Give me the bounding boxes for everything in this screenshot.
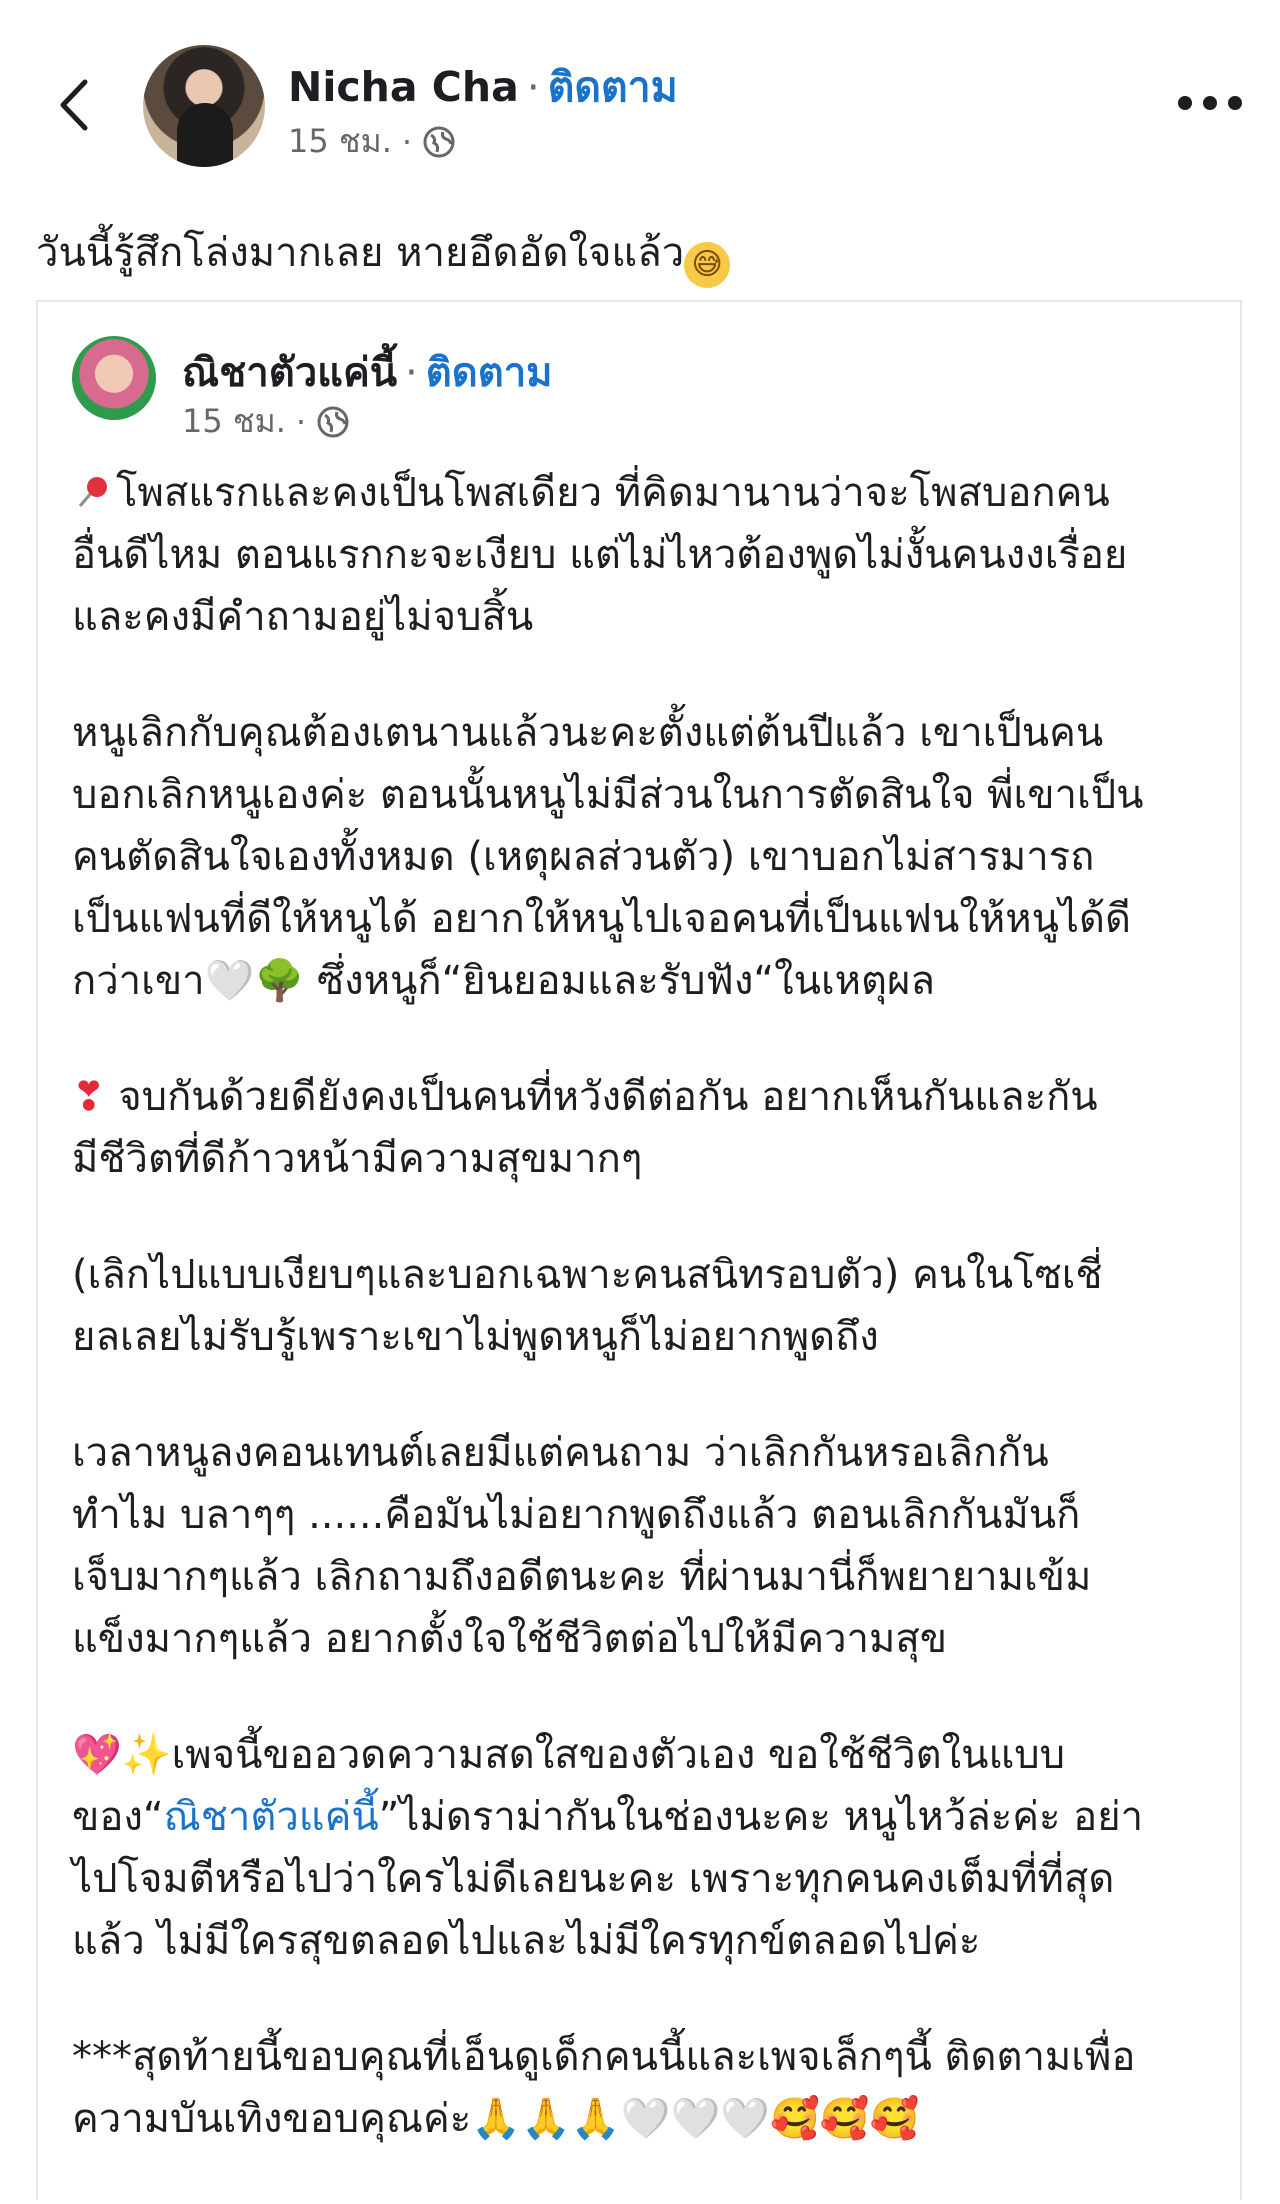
text-line: เวลาหนูลงคอนเทนต์เลยมีแต่คนถาม ว่าเลิกกันหรอเลิกกัน — [72, 1430, 1049, 1476]
text-line: ของ“ณิชาตัวแค่นี้”ไม่ดราม่ากันในช่องนะคะ หนูไหว้ล่ะค่ะ อย่า — [72, 1794, 1144, 1840]
text-line: (เลิกไปแบบเงียบๆและบอกเฉพาะคนสนิทรอบตัว) คนในโซเชี่ — [72, 1252, 1103, 1298]
paragraph-1 — [72, 462, 1222, 648]
page-mention-link[interactable]: ณิชาตัวแค่นี้ — [163, 1794, 379, 1840]
white-heart-icon: 🤍 — [720, 2096, 771, 2142]
text-line: กว่าเขา🤍🌳 ซึ่งหนูก็“ยินยอมและรับฟัง“ในเหตุผล — [72, 958, 935, 1004]
white-heart-icon: 🤍 — [620, 2096, 671, 2142]
shared-post-card[interactable] — [36, 300, 1242, 2200]
white-heart-icon: 🤍 — [204, 958, 255, 1004]
text-line: ❣ จบกันด้วยดียังคงเป็นคนที่หวังดีต่อกัน อยากเห็นกันและกัน — [72, 1074, 1098, 1120]
text-line: เป็นแฟนที่ดีให้หนูได้ อยากให้หนูไปเจอคนที่เป็นแฟนให้หนูได้ดี — [72, 896, 1132, 942]
sweat-smile-emoji-icon: 😅 — [684, 242, 730, 288]
more-dot-icon — [1203, 96, 1217, 110]
shared-author-name[interactable]: ณิชาตัวแค่นี้ — [182, 350, 398, 396]
globe-icon — [316, 405, 350, 439]
sparkles-icon: ✨ — [121, 1732, 172, 1778]
paragraph-2 — [72, 702, 1222, 1012]
text-line: ยลเลยไม่รับรู้เพราะเขาไม่พูดหนูก็ไม่อยากพูดถึง — [72, 1314, 879, 1360]
sparkling-heart-icon: 💖 — [72, 1732, 122, 1778]
white-heart-icon: 🤍 — [670, 2096, 721, 2142]
text-line: แข็งมากๆแล้ว อยากตั้งใจใช้ชีวิตต่อไปให้มีความสุข — [72, 1616, 948, 1662]
shared-author-line — [182, 340, 553, 404]
meta-dot: · — [401, 122, 413, 161]
globe-icon — [422, 125, 456, 159]
more-options-button[interactable] — [1178, 88, 1242, 118]
follow-button[interactable]: ติดตาม — [547, 63, 678, 111]
shared-author-avatar[interactable] — [72, 336, 156, 420]
text-line: ไปโจมตีหรือไปว่าใครไม่ดีเลยนะคะ เพราะทุกคนคงเต็มที่ที่สุด — [72, 1856, 1115, 1902]
separator: · — [405, 350, 418, 396]
chevron-left-icon — [59, 78, 89, 132]
shared-post-body — [72, 462, 1222, 2204]
author-line — [288, 55, 678, 120]
text-line: และคงมีคำถามอยู่ไม่จบสิ้น — [72, 594, 534, 640]
shared-timestamp[interactable]: 15 ชม. — [182, 402, 286, 440]
tree-icon: 🌳 — [254, 958, 305, 1004]
back-button[interactable] — [48, 70, 100, 140]
shared-follow-button[interactable]: ติดตาม — [425, 350, 553, 396]
text-line: ความบันเทิงขอบคุณค่ะ🙏🙏🙏🤍🤍🤍🥰🥰🥰 — [72, 2096, 920, 2142]
shared-post-meta — [182, 396, 350, 447]
text-line: ทำไม บลาๆๆ ......คือมันไม่อยากพูดถึงแล้ว ตอนเลิกกันมันก็ — [72, 1492, 1081, 1538]
text-line: เจ็บมากๆแล้ว เลิกถามถึงอดีตนะคะ ที่ผ่านมานี่ก็พยายามเข้ม — [72, 1554, 1092, 1600]
text-line: 💖✨เพจนี้ขออวดความสดใสของตัวเอง ขอใช้ชีวิตในแบบ — [72, 1732, 1066, 1778]
post-caption — [36, 220, 730, 288]
text-line: คนตัดสินใจเองทั้งหมด (เหตุผลส่วนตัว) เขาบอกไม่สารมารถ — [72, 834, 1095, 880]
heart-exclamation-icon: ❣ — [72, 1074, 106, 1120]
text-line: ***สุดท้ายนี้ขอบคุณที่เอ็นดูเด็กคนนี้และเพจเล็กๆนี้ ติดตามเพื่อ — [72, 2034, 1136, 2080]
timestamp[interactable]: 15 ชม. — [288, 122, 392, 160]
text-line: มีชีวิตที่ดีก้าวหน้ามีความสุขมากๆ — [72, 1136, 643, 1182]
pray-icon: 🙏 — [471, 2096, 522, 2142]
separator: · — [526, 63, 540, 111]
pushpin-icon — [72, 472, 112, 512]
more-dot-icon — [1178, 96, 1192, 110]
text-line: หนูเลิกกับคุณต้องเตนานแล้วนะคะตั้งแต่ต้นปีแล้ว เขาเป็นคน — [72, 710, 1104, 756]
author-name[interactable]: Nicha Cha — [288, 63, 519, 111]
smiling-face-hearts-icon: 🥰 — [819, 2096, 870, 2142]
text-line: แล้ว ไม่มีใครสุขตลอดไปและไม่มีใครทุกข์ตลอดไปค่ะ — [72, 1918, 981, 1964]
more-dot-icon — [1228, 96, 1242, 110]
meta-dot: · — [295, 402, 307, 441]
author-avatar[interactable] — [143, 45, 265, 167]
smiling-face-hearts-icon: 🥰 — [869, 2096, 920, 2142]
paragraph-5 — [72, 1422, 1222, 1670]
caption-text: วันนี้รู้สึกโล่งมากเลย หายอึดอัดใจแล้ว — [36, 230, 685, 276]
paragraph-6 — [72, 1724, 1222, 1972]
paragraph-4 — [72, 1244, 1222, 1368]
paragraph-7 — [72, 2026, 1222, 2150]
post-header — [0, 0, 1280, 200]
text-line: บอกเลิกหนูเองค่ะ ตอนนั้นหนูไม่มีส่วนในการตัดสินใจ พี่เขาเป็น — [72, 772, 1144, 818]
text-line: โพสแรกและคงเป็นโพสเดียว ที่คิดมานานว่าจะโพสบอกคน — [72, 462, 1222, 524]
pray-icon: 🙏 — [521, 2096, 571, 2142]
paragraph-3 — [72, 1066, 1222, 1190]
text-line: อื่นดีไหม ตอนแรกกะจะเงียบ แต่ไม่ไหวต้องพูดไม่งั้นคนงงเรื่อย — [72, 532, 1128, 578]
pray-icon: 🙏 — [570, 2096, 621, 2142]
smiling-face-hearts-icon: 🥰 — [770, 2096, 820, 2142]
post-meta — [288, 116, 456, 167]
